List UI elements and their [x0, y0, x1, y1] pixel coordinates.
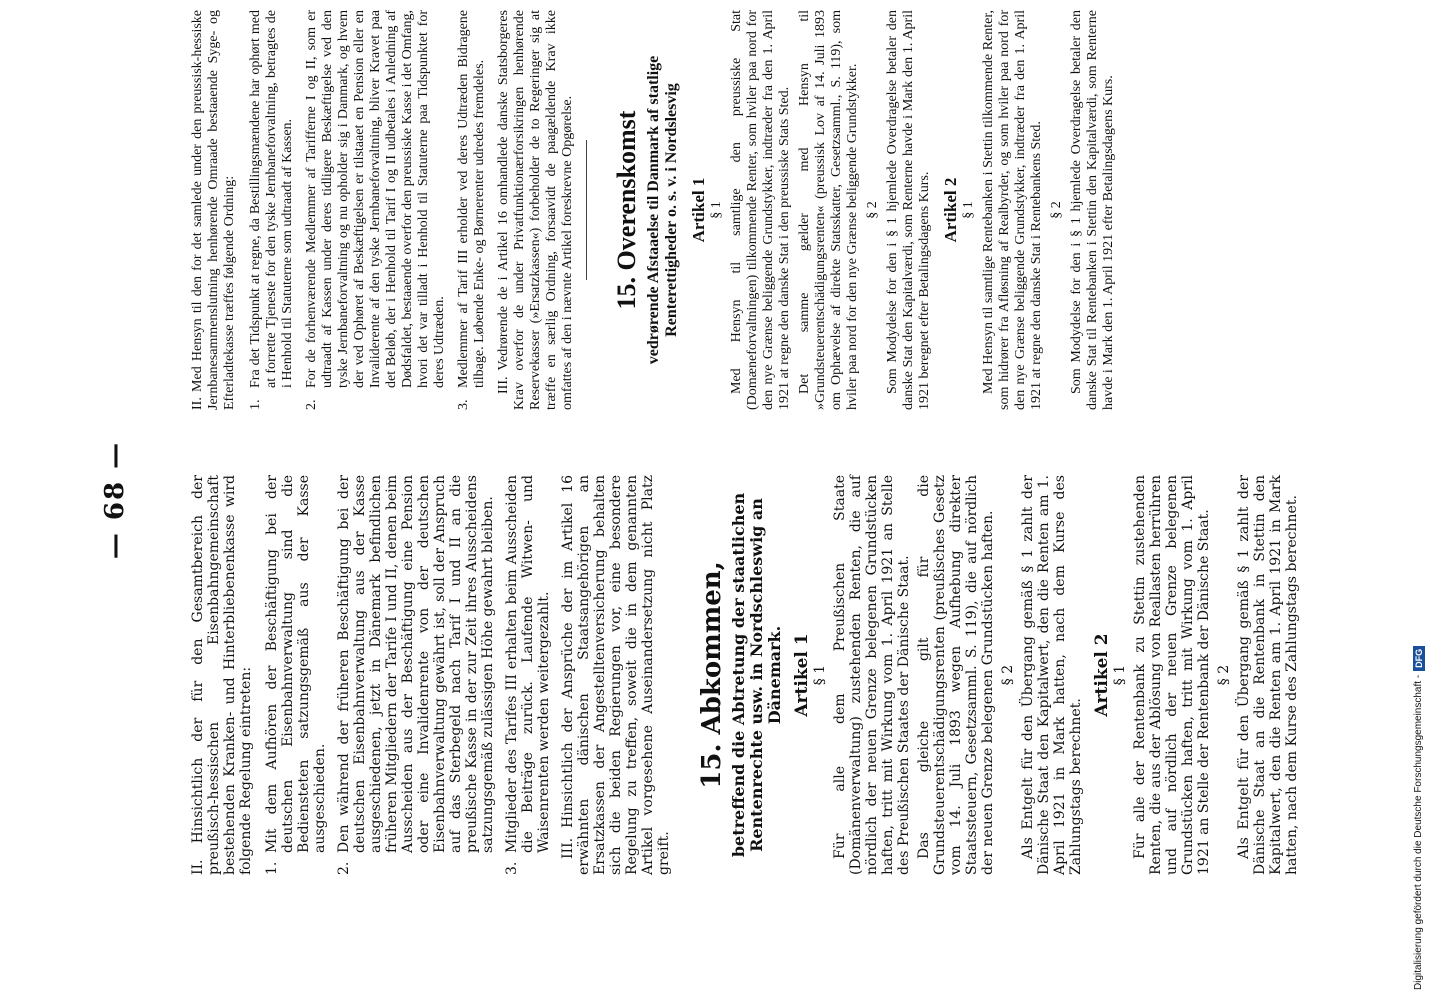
danish-article-1-section-2: § 2	[865, 201, 880, 219]
danish-article-1-section-1: § 1	[709, 201, 724, 219]
german-item-1	[264, 475, 328, 875]
danish-article-2-section-2: § 2	[1049, 201, 1064, 219]
german-article-1-section-1-paragraph-1: Für alle dem Preußischen Staate (Domänenverwaltung) zustehenden Renten, die auf nördlich der neuen Grenze belegenen Grundstücken haften, tritt mit Wirkung vom 1. April 1921 an Stelle des Preußischen Staates der Dänische Staat.	[832, 475, 912, 875]
german-column	[190, 475, 1304, 875]
danish-article-2-section-1-paragraph: Med Hensyn til samtlige Rentebanken i Stettin tilkommende Renter, som hidrører fra Afløsning af Realbyrder, og som hviler paa nord for den nye Grænse beliggende Grundstykker, indtræder fra den 1. April 1921 at regne den danske Stat i Rentebankens Sted.	[981, 10, 1044, 410]
german-article-2-section-1: § 1	[1112, 664, 1128, 686]
danish-intro: II. Med Hensyn til den for det samlede under den preussisk-hessiske Jernbanesammenslutning henhørende Omraade bestaaende Syge- og Efterladtekasse træffes følgende Ordning:	[190, 10, 237, 410]
german-item-1-number: 1.	[264, 861, 280, 875]
german-article-2-section-2-paragraph: Als Entgelt für den Übergang gemäß § 1 zahlt der Dänische Staat an die Rentenbank in Stettin den Kapitalwert, den die Renten am 1. April 1921 in Mark hatten, nach dem Kurse des Zahlungstags berechnet.	[1236, 475, 1300, 875]
german-article-1-section-2-paragraph: Als Entgelt für den Übergang gemäß § 1 zahlt der Dänische Staat den Kapitalwert, den die Renten am 1. April 1921 in Mark hatten, nach dem Kurse des Zahlungstags berechnet.	[1020, 475, 1084, 875]
funding-note-text: Digitalisierung gefördert durch die Deutsche Forschungsgemeinschaft -	[1413, 674, 1424, 990]
danish-item-1-text: Fra det Tidspunkt at regne, da Bestillingsmændene har ophørt med at forrette Tjeneste for den tyske Jernbaneforvaltning, betragtes de i Henhold til Statuterne som udtraadt af Kassen.	[248, 10, 295, 388]
danish-item-3	[456, 10, 488, 410]
german-article-1-section-2: § 2	[1000, 664, 1016, 686]
german-item-2-text: Den während der früheren Beschäftigung bei der deutschen Eisenbahnverwaltung aus der Kasse ausgeschiedenen, jetzt in Dänemark befindlichen früheren Mitgliedern der Tarife I und II, denen beim Ausscheiden aus der Beschäftigung eine Pension oder eine Invalidenrente von der deutschen Eisenbahnverwaltung gewährt ist, soll der Anspruch auf das Sterbegeld nach Tarif I und II an die preußische Kasse in der zur Zeit ihres Ausscheidens satzungsgemäß zulässigen Höhe gewahrt bleiben.	[336, 475, 496, 853]
danish-item-3-number: 3.	[456, 399, 471, 410]
german-article-1-section-1-paragraph-2: Das gleiche gilt für die Grundsteuerentschädigungsrenten (preußisches Gesetz vom 14. Juli 1893 wegen Aufhebung direkter Staatssteuern, Gesetzsamml. S. 119), die auf nördlich der neuen Grenze belegenen Grundstücken haften.	[916, 475, 996, 875]
danish-title: 15. Overenskomst	[612, 110, 641, 310]
danish-article-1-section-1-paragraph-1: Med Hensyn til samtlige den preussiske Stat (Domæneforvaltningen) tilkommende Renter, som hviler paa nord for den nye Grænse beliggende Grundstykker, indtræder fra den 1. April 1921 at regne den danske Stat i den preussiske Stats Sted.	[729, 10, 792, 410]
german-item-2	[336, 475, 496, 875]
section-divider	[586, 140, 587, 280]
danish-item-1	[248, 10, 296, 410]
funding-note	[1412, 10, 1426, 990]
danish-article-2-section-2-paragraph: Som Modydelse for den i § 1 hjemlede Overdragelse betaler den danske Stat til Rentebanken i Stettin den Kapitalværdi, som Renterne havde i Mark den 1. April 1921 efter Betalingsdagens Kurs.	[1069, 10, 1116, 410]
german-item-1-text: Mit dem Aufhören der Beschäftigung bei der deutschen Eisenbahnverwaltung sind die Bediensteten satzungsgemäß aus der Kasse ausgeschieden.	[264, 475, 328, 853]
german-item-3-text: Mitglieder des Tarifes III erhalten beim Ausscheiden die Beiträge zurück. Laufende Witwen- und Waisenrenten werden weitergezahlt.	[504, 475, 552, 853]
danish-column	[190, 10, 1121, 410]
danish-article-1-section-1-paragraph-2: Det samme gælder med Hensyn til »Grundsteuerentschädigungsrenten« (preussisk Lov af 14. Juli 1893 om Ophævelse af direkte Statsskatter, Gesetzsamml., S. 119), som hviler paa nord for den nye Grænse beliggende Grundstykker.	[797, 10, 860, 410]
german-title: 15. Abkommen,	[697, 561, 727, 789]
german-article-1-heading: Artikel 1	[792, 633, 812, 717]
danish-article-2-heading: Artikel 2	[941, 177, 960, 243]
danish-item-3-text: Medlemmer af Tarif III erholder ved deres Udtræden Bidragene tilbage. Løbende Enke- og Børnerenter udredes fremdeles.	[456, 10, 487, 388]
german-subtitle: betreffend die Abtretung der staatlichen Rentenrechte usw. in Nordschleswig an Dänemark.	[729, 492, 784, 858]
german-article-2-section-2: § 2	[1216, 664, 1232, 686]
funding-note-line	[1412, 10, 1426, 990]
page-number: — 68 —	[100, 440, 130, 560]
german-item-3	[504, 475, 552, 875]
german-closing: III. Hinsichtlich der Ansprüche der im Artikel 16 erwähnten dänischen Staatsangehörigen an Ersatzkassen der Angestelltenversicherung behalten sich die beiden Regierungen vor, eine besondere Regelung zu treffen, soweit die in dem genannten Artikel vorgesehene Auseinandersetzung nicht Platz greift.	[560, 475, 672, 875]
german-article-2-heading: Artikel 2	[1092, 633, 1112, 717]
danish-item-2	[304, 10, 448, 410]
german-item-3-number: 3.	[504, 861, 520, 875]
dfg-logo: DFG	[1413, 646, 1425, 671]
german-article-1-section-1: § 1	[812, 664, 828, 686]
german-item-2-number: 2.	[336, 861, 352, 875]
danish-item-1-number: 1.	[248, 399, 263, 410]
german-intro: II. Hinsichtlich der für den Gesamtbereich der preußisch-hessischen Eisenbahngemeinschaft bestehenden Kranken- und Hinterbliebenenkasse wird folgende Regelung eintreten:	[190, 475, 254, 875]
german-article-2-section-1-paragraph: Für alle der Rentenbank zu Stettin zustehenden Renten, die aus der Ablösung von Reallasten herrühren und auf nördlich der neuen Grenze belegenen Grundstücken haften, tritt mit Wirkung vom 1. April 1921 an Stelle der Rentenbank der Dänische Staat.	[1132, 475, 1212, 875]
danish-subtitle: vedrørende Afstaaelse til Danmark af statlige Renterettigheder o. s. v. i Nordslesvig	[645, 55, 680, 365]
danish-article-1-heading: Artikel 1	[689, 177, 708, 243]
rotated-page	[80, 0, 1380, 1000]
danish-item-2-number: 2.	[304, 399, 319, 410]
danish-item-2-text: For de forhenværende Medlemmer af Tarifferne I og II, som er udtraadt af Kassen under deres tidligere Beskæftigelse ved den tyske Jernbaneforvaltning og nu opholder sig i Danmark, og hvem der ved Ophøret af Beskæftigelsen er tilstaaet en Pension eller en Invaliderente af den tyske Jernbaneforvaltning, bliver Kravet paa det Beløb, der i Henhold til Tarif I og II udbetales i Anledning af Dødsfaldet, bestaaende overfor den preussiske Kasse i det Omfang, hvori det var tilladt i Henhold til Statuterne paa Tidspunktet for deres Udtræden.	[304, 10, 447, 388]
danish-article-2-section-1: § 1	[961, 201, 976, 219]
danish-article-1-section-2-paragraph: Som Modydelse for den i § 1 hjemlede Overdragelse betaler den danske Stat den Kapitalværdi, som Renterne havde i Mark den 1. April 1921 beregnet efter Betalingsdagens Kurs.	[885, 10, 932, 410]
danish-closing: III. Vedrørende de i Artikel 16 omhandlede danske Statsborgeres Krav overfor de under Privatfunktionærforsikringen henhørende Reservekasser (»Ersatzkassen«) forbeholder de to Regeringer sig at træffe en særlig Ordning, forsaavidt de paagældende Krav ikke omfattes af den i nævnte Artikel foreskrevne Opgørelse.	[496, 10, 575, 410]
